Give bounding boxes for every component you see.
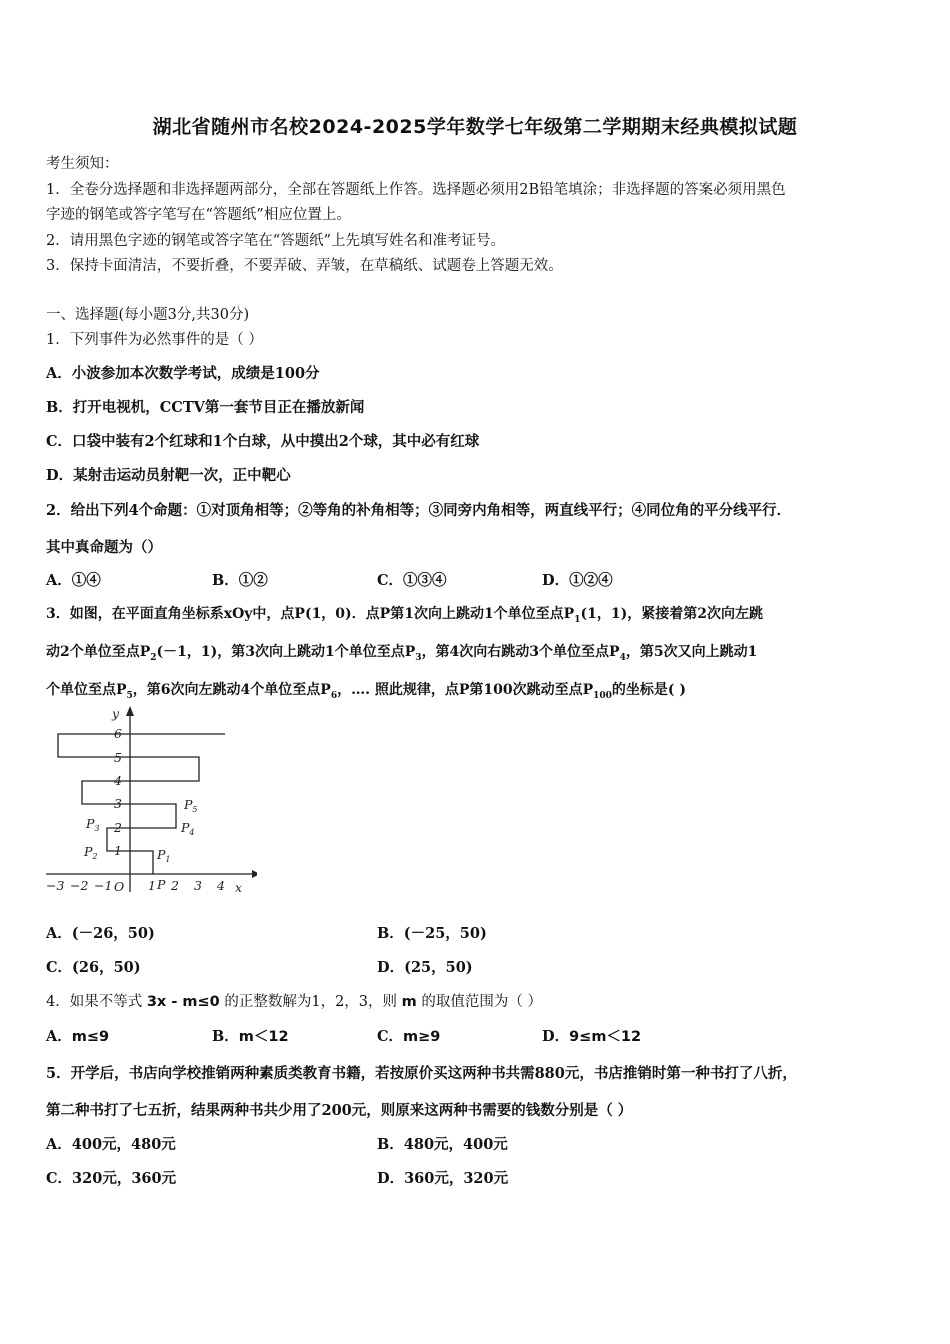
q2-option-b[interactable]: B．①② [212,572,268,589]
x-tick-label: 2 [171,878,179,893]
q2-option-c[interactable]: C．①③④ [377,572,447,589]
question-3-stem-cont: 动2个单位至点$P_2(-1$，1)，第3次向上跳动1个单位至点$P_3$，第4次向右跳动3个单位至点$P_4$，第5次又向上跳动1 [46,644,758,663]
question-5-stem-cont: 第二种书打了七五折，结果两种书共少用了200元，则原来这两种书需要的钱数分别是（ ） [46,1102,633,1119]
q2-option-d[interactable]: D．①②④ [542,572,613,589]
x-axis-arrow [252,870,257,878]
question-4-stem: 4．如果不等式 3x - m≤0 的正整数解为1，2，3，则 m 的取值范围为（ ） [46,994,542,1010]
question-2-stem-cont: 其中真命题为（） [46,539,162,556]
q4-option-d[interactable]: D．9≤m＜12 [542,1028,642,1045]
q1-option-d[interactable]: D．某射击运动员射靶一次，正中靶心 [46,467,291,484]
q5-option-c[interactable]: C．320元，360元 [46,1170,177,1187]
notice-item: 字迹的钢笔或答字笔写在“答题纸”相应位置上。 [46,207,351,223]
question-3-stem: 3．如图，在平面直角坐标系xOy中，点P(1，0)．点P第1次向上跳动1个单位至点$P_1(1$，1)，紧接着第2次向左跳 [46,606,763,625]
x-tick-label: 3 [194,878,202,893]
y-tick-label: 2 [114,820,122,835]
q3-option-b[interactable]: B．(－25，50) [377,925,487,942]
jump-path-figure [42,702,257,898]
point-label-p5: $P_5$ [184,797,198,814]
x-tick-label: 4 [217,878,225,893]
y-tick-label: 4 [114,773,122,788]
y-tick-label: 6 [114,726,122,741]
x-tick-label: −2 [70,878,89,893]
point-label-p2: $P_2$ [84,844,98,861]
page-title: 湖北省随州市名校2024-2025学年数学七年级第二学期期末经典模拟试题 [152,116,798,138]
q1-option-b[interactable]: B．打开电视机，CCTV第一套节目正在播放新闻 [46,399,365,416]
notice-item: 1．全卷分选择题和非选择题两部分，全部在答题纸上作答。选择题必须用2B铅笔填涂；非选择题的答案必须用黑色 [46,182,786,198]
x-tick-label: x [235,880,243,895]
question-3-stem-cont: 个单位至点$P_5$，第6次向左跳动4个单位至点$P_6$，…. 照此规律，点P第100次跳动至点$P_{100}$的坐标是( ) [46,682,687,701]
q3-option-c[interactable]: C．(26，50) [46,959,141,976]
x-tick-label: O [114,879,125,894]
q1-option-a[interactable]: A．小波参加本次数学考试，成绩是100分 [46,365,320,382]
x-tick-label: P [157,877,166,892]
y-tick-label: 5 [114,750,122,765]
point-label-p3: $P_3$ [86,816,100,833]
x-tick-label: 1 [148,878,156,893]
q5-option-b[interactable]: B．480元，400元 [377,1136,508,1153]
x-tick-label: −1 [94,878,113,893]
q1-option-c[interactable]: C．口袋中装有2个红球和1个白球，从中摸出2个球，其中必有红球 [46,433,480,450]
q4-option-b[interactable]: B．m＜12 [212,1028,289,1045]
y-tick-label: y [112,706,120,721]
question-2-stem: 2．给出下列4个命题：①对顶角相等；②等角的补角相等；③同旁内角相等，两直线平行；④同位角的平分线平行． [46,502,792,519]
notice-item: 2．请用黑色字迹的钢笔或答字笔在“答题纸”上先填写姓名和准考证号。 [46,233,506,249]
q2-option-a[interactable]: A．①④ [46,572,101,589]
section-heading: 一、选择题(每小题3分,共30分) [46,307,250,323]
question-5-stem: 5．开学后，书店向学校推销两种素质类教育书籍，若按原价买这两种书共需880元，书店推销时第一种书打了八折， [46,1065,797,1082]
q3-option-a[interactable]: A．(－26，50) [46,925,155,942]
notice-heading: 考生须知： [46,156,119,172]
y-tick-label: 1 [114,843,122,858]
q5-option-d[interactable]: D．360元，320元 [377,1170,509,1187]
question-1-stem: 1．下列事件为必然事件的是（ ） [46,332,263,348]
point-label-p1: $P_1$ [157,847,171,864]
x-tick-label: −3 [46,878,65,893]
q3-option-d[interactable]: D．(25，50) [377,959,473,976]
q5-option-a[interactable]: A．400元，480元 [46,1136,176,1153]
q4-option-a[interactable]: A．m≤9 [46,1028,110,1045]
notice-item: 3．保持卡面清洁，不要折叠，不要弄破、弄皱，在草稿纸、试题卷上答题无效。 [46,258,563,274]
y-axis-arrow [126,706,134,716]
y-tick-label: 3 [114,796,122,811]
q4-option-c[interactable]: C．m≥9 [377,1028,441,1045]
point-label-p4: $P_4$ [181,820,195,837]
